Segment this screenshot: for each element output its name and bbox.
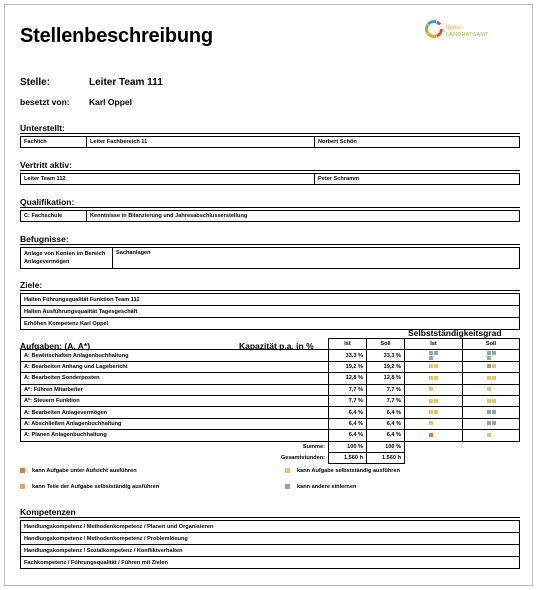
task-name: A*: Führen Mitarbeiter [21, 384, 329, 395]
skill-level-square-icon [434, 364, 438, 368]
skill-level-square-icon [487, 351, 491, 355]
ziel-item: Halten Führungsqualität Funktion Team 111 [21, 294, 520, 306]
skill-level-square-icon [429, 364, 433, 368]
task-row [21, 373, 520, 384]
selbst-heading: Selbstständigkeitsgrad [408, 328, 502, 338]
sg-ist-cell [405, 407, 463, 418]
task-ist: 6,4 % [329, 407, 367, 418]
task-ist: 6,4 % [329, 418, 367, 429]
task-ist: 7,7 % [329, 384, 367, 395]
qualifikation-cell: Kenntnisse in Bilanzierung und Jahresabschlusserstellung [87, 211, 520, 222]
task-soll: 12,8 % [367, 373, 405, 384]
skill-level-square-icon [434, 376, 438, 380]
legend-square-icon [20, 484, 25, 489]
skill-level-square-icon [492, 410, 496, 414]
logo-line2: LANDRATSAMT [446, 31, 489, 38]
sg-soll-cell [463, 418, 520, 429]
ziele-table [20, 293, 520, 330]
skill-level-square-icon [492, 399, 496, 403]
skill-level-square-icon [434, 410, 438, 414]
skill-level-square-icon [487, 387, 491, 391]
qualifikation-table [20, 210, 520, 222]
skill-level-square-icon [487, 410, 491, 414]
vertritt-cell: Peter Schramm [315, 174, 520, 185]
logo-ring-icon [423, 18, 445, 40]
legend-square-icon [20, 468, 25, 473]
stunden-soll: 1.560 h [367, 452, 405, 463]
skill-level-square-icon [429, 387, 433, 391]
befugnisse-cell: Anlage von Konten im Bereich Anlagevermögen [21, 248, 113, 269]
task-row [21, 407, 520, 418]
sg-soll-cell [463, 395, 520, 406]
kompetenzen-heading: Kompetenzen [20, 507, 76, 517]
sg-ist-cell [405, 395, 463, 406]
skill-level-square-icon [429, 433, 433, 437]
task-name: A: Bearbeiten Anhang und Lagebericht [21, 361, 329, 372]
qualifikation-cell: C: Fachschule [21, 211, 87, 222]
unterstellt-heading: Unterstellt: [20, 123, 65, 133]
task-ist: 19,2 % [329, 361, 367, 372]
skill-level-square-icon [429, 351, 433, 355]
task-name: A: Bewirtschaften Anlagenbuchhaltung [21, 350, 329, 361]
task-row [21, 418, 520, 429]
divider [20, 517, 520, 518]
besetzt-label: besetzt von: [20, 97, 70, 107]
kompetenz-item: Handlungskompetenz / Sozialkompetenz / Konfliktverhalten [21, 545, 520, 557]
logo [423, 18, 523, 46]
task-soll: 6,4 % [367, 418, 405, 429]
befugnisse-table [20, 247, 520, 269]
page-title: Stellenbeschreibung [20, 25, 213, 47]
qualifikation-heading: Qualifikation: [20, 197, 75, 207]
task-ist: 33,3 % [329, 350, 367, 361]
task-name: A: Bearbeiten Sonderposten [21, 373, 329, 384]
skill-level-square-icon [429, 421, 433, 425]
stelle-label: Stelle: [20, 77, 51, 88]
unterstellt-cell: Leiter Fachbereich 11 [87, 137, 315, 148]
task-row [21, 395, 520, 406]
sg-ist-cell [405, 430, 463, 441]
kapazitaet-label: Kapazität p.a. in % [239, 341, 314, 351]
task-soll: 7,7 % [367, 384, 405, 395]
legend-square-icon [285, 484, 290, 489]
col-sg-soll: Soll [463, 339, 520, 350]
summe-soll: 100 % [367, 441, 405, 452]
task-soll: 6,4 % [367, 430, 405, 441]
befugnisse-heading: Befugnisse: [20, 234, 69, 244]
skill-level-square-icon [429, 410, 433, 414]
skill-level-square-icon [487, 364, 491, 368]
task-ist: 12,8 % [329, 373, 367, 384]
task-name: A: Abschließen Anlagenbuchhaltung [21, 418, 329, 429]
kompetenz-item: Fachkompetenz / Führungsqualität / Führen mit Zielen [21, 557, 520, 569]
summe-label: Summe: [302, 443, 325, 450]
skill-level-square-icon [487, 399, 491, 403]
unterstellt-cell: Norbert Schön [315, 137, 520, 148]
task-soll: 33,3 % [367, 350, 405, 361]
skill-level-square-icon [434, 399, 438, 403]
sg-soll-cell [463, 350, 520, 361]
skill-level-square-icon [487, 421, 491, 425]
sg-soll-cell [463, 361, 520, 372]
sg-ist-cell [405, 373, 463, 384]
sg-ist-cell [405, 361, 463, 372]
task-row [21, 361, 520, 372]
divider [20, 133, 520, 134]
task-row [21, 384, 520, 395]
vertritt-table [20, 173, 520, 185]
ziele-heading: Ziele: [20, 280, 43, 290]
task-row [21, 430, 520, 441]
aufgaben-heading: Aufgaben: (A, A*) [20, 341, 91, 351]
task-ist: 7,7 % [329, 395, 367, 406]
legend-square-icon [285, 468, 290, 473]
task-row [21, 350, 520, 361]
befugnisse-cell: Sachanlagen [113, 248, 520, 269]
task-name: A: Planen Anlagenbuchhaltung [21, 430, 329, 441]
kompetenz-item: Handlungskompetenz / Methodenkompetenz / Planen und Organisieren [21, 521, 520, 533]
sg-soll-cell [463, 430, 520, 441]
document-page: Stellenbeschreibung Demo LANDRATSAMT Stelle: Leiter Team 111 besetzt von: Karl Oppel Unterstellt: Fachlich Leiter Fachbereich 11 Norbert Schön Vertritt aktiv: Leiter Team 112 Peter Schramm Qualifikation: C: Fachschule Kenntnisse in Bilanzierung und Jahresabschlusserstellung Befugnisse: Anlage von Konten im Bereich Anlagevermögen Sachanlagen Ziele: Halten Führungsqualität Funktion Team 111 Halten Ausführungsqualität Tagesgeschäft Erhöhen Kompetenz Karl Oppel Selbstständigkeitsgrad Aufgaben: (A, A*) Kapazität p.a. in % Ist Soll Ist Soll A: Bewirtschaften Anlagenbuchhaltung 33,3 % 33,3 % A: Bearbeiten Anhang und Lagebericht 19,2 % 19,2 % A: Bearbeiten Sonderposten 12,8 % 12,8 % A*: Führen Mitarbeiter 7,7 % 7,7 % A*: Steuern Funktion 7,7 % 7,7 % A: Bearbeiten Anlagevermögen 6,4 % 6,4 % A: Abschließen Anlagenbuchhaltung 6,4 % 6,4 % A: Planen Anlagenbuchhaltung 6,4 % 6,4 % Summe: 100 % 100 % Gesamtstunden: 1.560 h 1.560 h kann Aufgabe unter Aufsicht ausführen kann Aufgabe selbstständig ausführen kann Teile der Aufgabe selbstständig ausführen kann andere einlernen Kompetenzen Handlungskompetenz / Methodenkompetenz / Planen und Organisieren Handlungskompetenz / Methodenkompetenz / Problemlösung Handlungskompetenz / Sozialkompetenz / Konfliktverhalten Fachkompetenz / Führungsqualität / Führen mit Zielen [4, 4, 533, 586]
skill-level-square-icon [487, 433, 491, 437]
task-soll: 6,4 % [367, 407, 405, 418]
stunden-label: Gesamtstunden: [280, 455, 325, 462]
ziel-item: Erhöhen Kompetenz Karl Oppel [21, 318, 520, 330]
task-ist: 6,4 % [329, 430, 367, 441]
ziel-item: Halten Ausführungsqualität Tagesgeschäft [21, 306, 520, 318]
kompetenzen-table [20, 520, 520, 569]
skill-level-square-icon [492, 364, 496, 368]
skill-level-square-icon [487, 356, 491, 360]
besetzt-value: Karl Oppel [89, 97, 132, 107]
unterstellt-cell: Fachlich [21, 137, 87, 148]
sg-ist-cell [405, 350, 463, 361]
skill-level-square-icon [492, 376, 496, 380]
skill-level-square-icon [429, 399, 433, 403]
logo-line1: Demo [446, 25, 461, 31]
skill-level-square-icon [492, 351, 496, 355]
sg-ist-cell [405, 418, 463, 429]
kompetenz-item: Handlungskompetenz / Methodenkompetenz / Problemlösung [21, 533, 520, 545]
skill-level-square-icon [429, 376, 433, 380]
task-name: A*: Steuern Funktion [21, 395, 329, 406]
sg-soll-cell [463, 384, 520, 395]
col-sg-ist: Ist [405, 339, 463, 350]
summe-ist: 100 % [329, 441, 367, 452]
sg-soll-cell [463, 373, 520, 384]
skill-level-square-icon [492, 421, 496, 425]
divider [20, 244, 520, 245]
col-ist: Ist [329, 339, 367, 350]
sg-ist-cell [405, 384, 463, 395]
task-name: A: Bearbeiten Anlagevermögen [21, 407, 329, 418]
divider [20, 170, 520, 171]
sg-soll-cell [463, 407, 520, 418]
stelle-value: Leiter Team 111 [89, 77, 163, 88]
skill-level-square-icon [429, 356, 433, 360]
skill-level-square-icon [434, 351, 438, 355]
col-soll: Soll [367, 339, 405, 350]
unterstellt-table [20, 136, 520, 148]
vertritt-cell: Leiter Team 112 [21, 174, 315, 185]
task-soll: 19,2 % [367, 361, 405, 372]
vertritt-heading: Vertritt aktiv: [20, 160, 72, 170]
stunden-ist: 1.560 h [329, 452, 367, 463]
skill-level-square-icon [487, 376, 491, 380]
divider [20, 290, 520, 291]
divider [20, 207, 520, 208]
aufgaben-table [20, 338, 520, 464]
task-soll: 7,7 % [367, 395, 405, 406]
